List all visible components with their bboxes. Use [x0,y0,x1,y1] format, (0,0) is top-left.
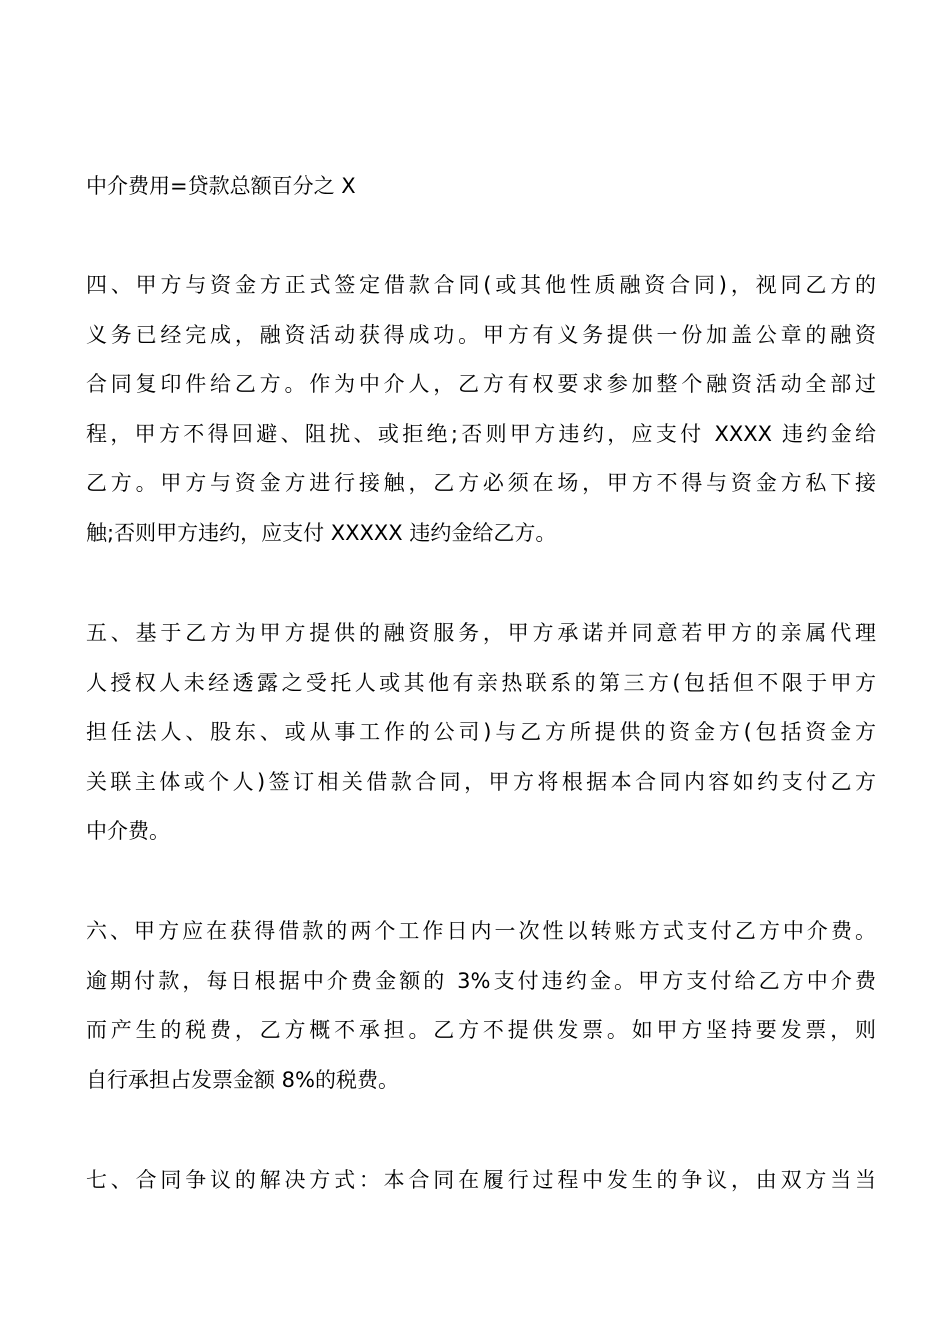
paragraph-line: 乙方。甲方与资金方进行接触，乙方必须在场，甲方不得与资金方私下接 [86,471,876,496]
clause-five-paragraph [86,609,876,857]
paragraph-line: 人授权人未经透露之受托人或其他有亲热联系的第三方(包括但不限于甲方 [86,670,876,695]
paragraph-line: 逾期付款，每日根据中介费金额的 3%支付违约金。甲方支付给乙方中介费 [86,968,876,993]
paragraph-line: 五、基于乙方为甲方提供的融资服务，甲方承诺并同意若甲方的亲属代理 [86,621,876,645]
paragraph-line: 担任法人、股东、或从事工作的公司)与乙方所提供的资金方(包括资金方 [86,720,876,745]
paragraph-line: 中介费用=贷款总额百分之 X [86,174,356,198]
paragraph-line: 自行承担占发票金额 8%的税费。 [86,1067,399,1092]
clause-six-paragraph [86,907,876,1105]
paragraph-line: 而产生的税费，乙方概不承担。乙方不提供发票。如甲方坚持要发票，则 [86,1018,876,1043]
clause-seven-paragraph [86,1156,876,1206]
paragraph-line: 合同复印件给乙方。作为中介人，乙方有权要求参加整个融资活动全部过 [86,372,876,397]
paragraph-line: 触;否则甲方违约，应支付 XXXXX 违约金给乙方。 [86,520,557,545]
clause-four-paragraph [86,261,876,559]
paragraph-line: 关联主体或个人)签订相关借款合同，甲方将根据本合同内容如约支付乙方 [86,769,876,794]
fee-formula-paragraph [86,162,876,212]
paragraph-line: 义务已经完成，融资活动获得成功。甲方有义务提供一份加盖公章的融资 [86,322,876,347]
paragraph-line: 七、合同争议的解决方式：本合同在履行过程中发生的争议，由双方当当 [86,1168,876,1192]
paragraph-line: 程，甲方不得回避、阻扰、或拒绝;否则甲方违约，应支付 XXXX 违约金给 [86,421,876,446]
paragraph-line: 四、甲方与资金方正式签定借款合同(或其他性质融资合同)，视同乙方的 [86,273,876,297]
paragraph-line: 六、甲方应在获得借款的两个工作日内一次性以转账方式支付乙方中介费。 [86,919,876,943]
paragraph-line: 中介费。 [86,819,170,844]
